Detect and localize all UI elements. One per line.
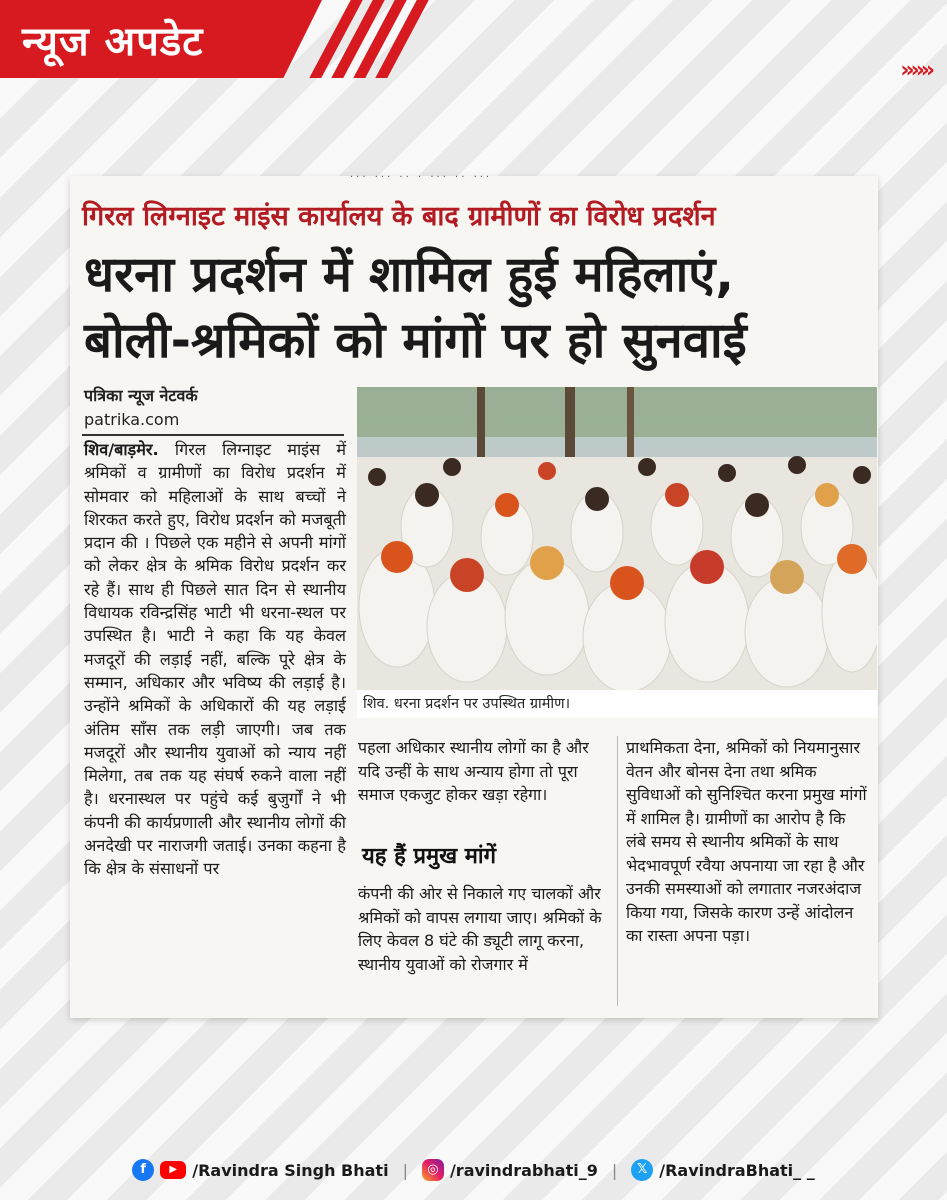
column-1-text: गिरल लिग्नाइट माइंस में श्रमिकों व ग्रामीणों का विरोध प्रदर्शन में सोमवार को महिलाओं के साथ बच्चों ने शिरकत करते हुए, विरोध प्रदर्शन को मजबूती प्रदान की । पिछले एक महीने से अपनी मांगों को लेकर क्षेत्र के श्रमिक विरोध प्रदर्शन कर रहे हैं। साथ ही पिछले सात दिन से स्थानीय विधायक रविन्द्रसिंह भाटी भी धरना-स्थल पर उपस्थित है। भाटी ने कहा कि यह केवल मजदूरों की लड़ाई नहीं, बल्कि पूरे क्षेत्र के सम्मान, अधिकार और भविष्य की लड़ाई है। उन्होंने श्रमिकों के अधिकारों की यह लड़ाई अंतिम साँस तक लड़ी जाएगी। जब तक मजदूरों और स्थानीय युवाओं को न्याय नहीं मिलेगा, तब तक यह संघर्ष रुकने वाला नहीं है। धरनास्थल पर पहुंचे कई बुजुर्गों ने भी कंपनी की कार्यप्रणाली और स्थानीय लोगों की अनदेखी पर नाराजगी जताई। उनका कहना है कि क्षेत्र के संसाधनों पर xyxy=(84,440,346,879)
photo-caption: शिव. धरना प्रदर्शन पर उपस्थित ग्रामीण। xyxy=(357,690,877,718)
youtube-icon[interactable]: ▶ xyxy=(160,1161,186,1179)
byline: पत्रिका न्यूज नेटवर्क xyxy=(84,386,198,405)
article-column-2-bottom: कंपनी की ओर से निकाले गए चालकों और श्रमिकों को वापस लगाया जाए। श्रमिकों के लिए केवल 8 घंटे की ड्यूटी लागू करना, स्थानीय युवाओं को रोजगार में xyxy=(358,884,602,974)
social-instagram[interactable] xyxy=(422,1159,598,1181)
social-facebook-youtube[interactable] xyxy=(132,1159,388,1181)
kicker: गिरल लिग्नाइट माइंस कार्यालय के बाद ग्रामीणों का विरोध प्रदर्शन xyxy=(82,201,716,232)
chevrons-icon: »»» xyxy=(900,58,931,83)
instagram-icon[interactable]: ◎ xyxy=(422,1159,444,1181)
headline-line-1: धरना प्रदर्शन में शामिल हुई महिलाएं, xyxy=(84,246,735,303)
x-icon[interactable]: 𝕏 xyxy=(631,1159,653,1181)
column-divider xyxy=(617,736,618,1006)
separator: | xyxy=(611,1160,618,1180)
handle-facebook-youtube[interactable]: /Ravindra Singh Bhati xyxy=(192,1160,389,1180)
separator: | xyxy=(402,1160,408,1180)
handle-x[interactable]: /RavindraBhati_ _ xyxy=(659,1160,815,1180)
facebook-icon[interactable]: f xyxy=(132,1159,154,1181)
subhead: यह हैं प्रमुख मांगें xyxy=(362,844,497,869)
article-column-3: प्राथमिकता देना, श्रमिकों को नियमानुसार वेतन और बोनस देना तथा श्रमिक सुविधाओं को सुनिश्चित करना प्रमुख मांगों में शामिल है। ग्रामीणों का आरोप है कि लंबे समय से स्थानीय श्रमिकों के साथ भेदभावपूर्ण रवैया अपनाया जा रहा है और उनकी समस्याओं को लगातार नजरअंदाज किया गया, जिसके कारण उन्हें आंदोलन का रास्ता अपना पड़ा। xyxy=(626,738,867,945)
social-footer xyxy=(0,1150,947,1190)
dateline: शिव/बाड़मेर. xyxy=(84,440,159,459)
site-name: patrika.com xyxy=(84,410,180,429)
headline xyxy=(84,242,874,374)
social-x[interactable] xyxy=(631,1159,815,1181)
headline-line-2: बोली-श्रमिकों को मांगों पर हो सुनवाई xyxy=(84,312,747,369)
header xyxy=(0,0,947,100)
protest-photo xyxy=(357,387,877,690)
cut-text: ··· ··· ·· · ··· ·· ··· xyxy=(350,172,493,182)
article-column-1 xyxy=(84,438,346,881)
brand-title: न्यूज अपडेट xyxy=(22,19,204,65)
handle-instagram[interactable]: /ravindrabhati_9 xyxy=(449,1160,598,1180)
protest-photo-graphic xyxy=(357,387,877,690)
article-column-2-top: पहला अधिकार स्थानीय लोगों का है और यदि उन्हीं के साथ अन्याय होगा तो पूरा समाज एकजुट होकर खड़ा रहेगा। xyxy=(358,738,589,804)
newspaper-clipping xyxy=(70,172,878,1018)
divider xyxy=(82,434,344,436)
